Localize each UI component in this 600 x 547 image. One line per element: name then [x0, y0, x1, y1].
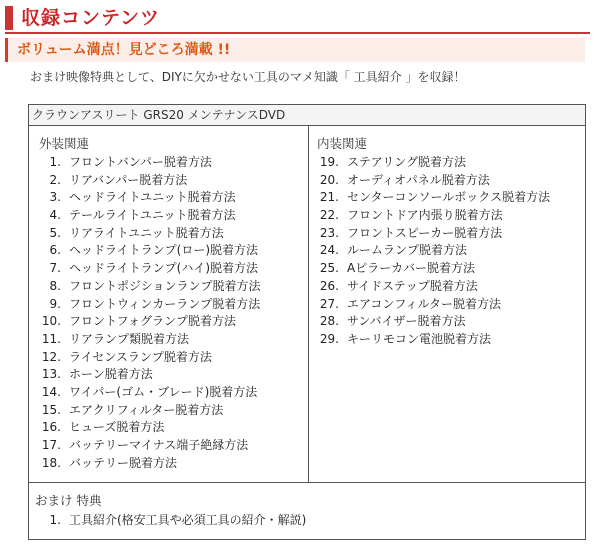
item-number: 21.	[319, 190, 339, 205]
item-number: 10.	[41, 314, 61, 329]
list-item	[315, 296, 550, 314]
item-label: エアコンフィルター脱着方法	[347, 296, 501, 311]
item-number: 5.	[49, 225, 61, 240]
list-item	[315, 189, 550, 207]
item-number: 1.	[49, 513, 61, 527]
list-item	[315, 242, 550, 260]
item-label: 工具紹介(格安工具や必須工具の紹介・解説)	[69, 513, 307, 527]
item-number: 24.	[319, 243, 339, 258]
item-number: 12.	[41, 349, 61, 364]
item-number: 19.	[319, 155, 339, 169]
list-item	[37, 437, 260, 455]
list-item	[315, 313, 550, 331]
item-label: リアライトユニット脱着方法	[69, 225, 224, 240]
item-number: 2.	[49, 172, 61, 187]
list-item	[37, 189, 260, 207]
list-item	[37, 402, 260, 420]
contents-table	[28, 104, 586, 540]
item-label: ライセンスランプ脱着方法	[69, 349, 212, 364]
list-item	[37, 242, 260, 260]
item-label: ステアリング脱着方法	[347, 155, 467, 169]
list-item	[37, 366, 260, 384]
item-number: 16.	[41, 420, 61, 435]
item-number: 18.	[41, 455, 61, 470]
interior-heading: 内装関連	[317, 136, 368, 151]
list-item	[37, 225, 260, 243]
list-item	[37, 349, 260, 367]
item-number: 4.	[49, 208, 61, 223]
item-label: フロントバンパー脱着方法	[69, 155, 212, 169]
item-label: フロントスピーカー脱着方法	[347, 225, 503, 240]
item-number: 20.	[319, 172, 339, 187]
item-number: 28.	[319, 314, 339, 329]
list-item	[37, 331, 260, 349]
intro-text: おまけ映像特典として、DIYに欠かせない工具のマメ知識「 工具紹介 」を収録！	[30, 70, 466, 84]
list-item	[37, 455, 260, 473]
subheader-accent-bar	[5, 38, 8, 62]
item-number: 23.	[319, 225, 339, 240]
item-label: リアバンパー脱着方法	[69, 172, 188, 187]
dvd-title: クラウンアスリート GRS20 メンテナンスDVD	[29, 105, 585, 126]
item-number: 7.	[49, 261, 61, 276]
contents-columns	[29, 126, 585, 483]
item-label: バッテリーマイナス端子絶縁方法	[69, 438, 249, 452]
item-number: 6.	[49, 243, 61, 258]
item-label: ヘッドライトランプ(ハイ)脱着方法	[69, 261, 259, 276]
bonus-heading: おまけ 特典	[35, 493, 102, 508]
item-label: ホーン脱着方法	[69, 367, 153, 382]
interior-column	[309, 126, 585, 482]
list-item	[315, 260, 550, 278]
item-number: 26.	[319, 278, 339, 293]
item-label: バッテリー脱着方法	[69, 455, 178, 470]
list-item	[37, 172, 260, 190]
item-label: テールライトユニット脱着方法	[69, 208, 236, 223]
list-item	[37, 313, 260, 331]
exterior-column	[29, 126, 309, 482]
item-number: 17.	[41, 438, 61, 452]
list-item	[37, 511, 306, 529]
list-item	[315, 172, 550, 190]
item-number: 9.	[49, 296, 61, 311]
item-number: 15.	[41, 402, 61, 417]
item-label: ヘッドライトユニット脱着方法	[69, 190, 236, 205]
item-label: ワイパー(ゴム・ブレード)脱着方法	[69, 384, 258, 399]
header-accent-bar	[5, 6, 13, 30]
item-label: フロントドア内張り脱着方法	[347, 208, 503, 223]
item-label: ヘッドライトランプ(ロー)脱着方法	[69, 243, 259, 258]
bonus-section	[29, 483, 585, 539]
list-item	[315, 278, 550, 296]
list-item	[315, 331, 550, 349]
list-item	[37, 260, 260, 278]
exterior-heading: 外装関連	[39, 136, 90, 151]
item-label: ルームランプ脱着方法	[347, 243, 468, 258]
item-number: 1.	[49, 155, 61, 169]
item-label: フロントウィンカーランプ脱着方法	[69, 296, 261, 311]
item-label: エアクリフィルター脱着方法	[69, 402, 224, 417]
item-label: オーディオパネル脱着方法	[347, 172, 490, 187]
item-number: 25.	[319, 261, 339, 276]
item-label: フロントフォグランプ脱着方法	[69, 314, 237, 329]
item-label: サイドステップ脱着方法	[347, 278, 478, 293]
list-item	[37, 207, 260, 225]
list-item	[37, 296, 260, 314]
bonus-list	[37, 511, 306, 529]
exterior-list	[37, 154, 260, 472]
item-number: 29.	[319, 331, 339, 346]
list-item	[37, 278, 260, 296]
item-number: 3.	[49, 190, 61, 205]
item-label: Aピラーカバー脱着方法	[347, 261, 475, 276]
list-item	[37, 419, 260, 437]
section-title: 収録コンテンツ	[21, 7, 161, 29]
section-header	[5, 4, 590, 34]
item-label: リアランプ類脱着方法	[69, 331, 190, 346]
item-number: 8.	[49, 278, 61, 293]
list-item	[37, 154, 260, 172]
list-item	[315, 154, 550, 172]
list-item	[37, 384, 260, 402]
item-label: フロントポジションランプ脱着方法	[69, 278, 261, 293]
item-label: キーリモコン電池脱着方法	[347, 331, 492, 346]
interior-list	[315, 154, 550, 349]
item-label: ヒューズ脱着方法	[69, 420, 165, 435]
item-number: 11.	[41, 331, 61, 346]
subheader-banner	[5, 38, 585, 62]
item-label: センターコンソールボックス脱着方法	[347, 190, 551, 205]
item-number: 27.	[319, 296, 339, 311]
list-item	[315, 207, 550, 225]
subheader-title: ボリューム満点！見どころ満載 !!	[17, 42, 231, 58]
item-label: サンバイザー脱着方法	[347, 314, 466, 329]
item-number: 14.	[41, 384, 61, 399]
item-number: 22.	[319, 208, 339, 223]
item-number: 13.	[41, 367, 61, 382]
list-item	[315, 225, 550, 243]
